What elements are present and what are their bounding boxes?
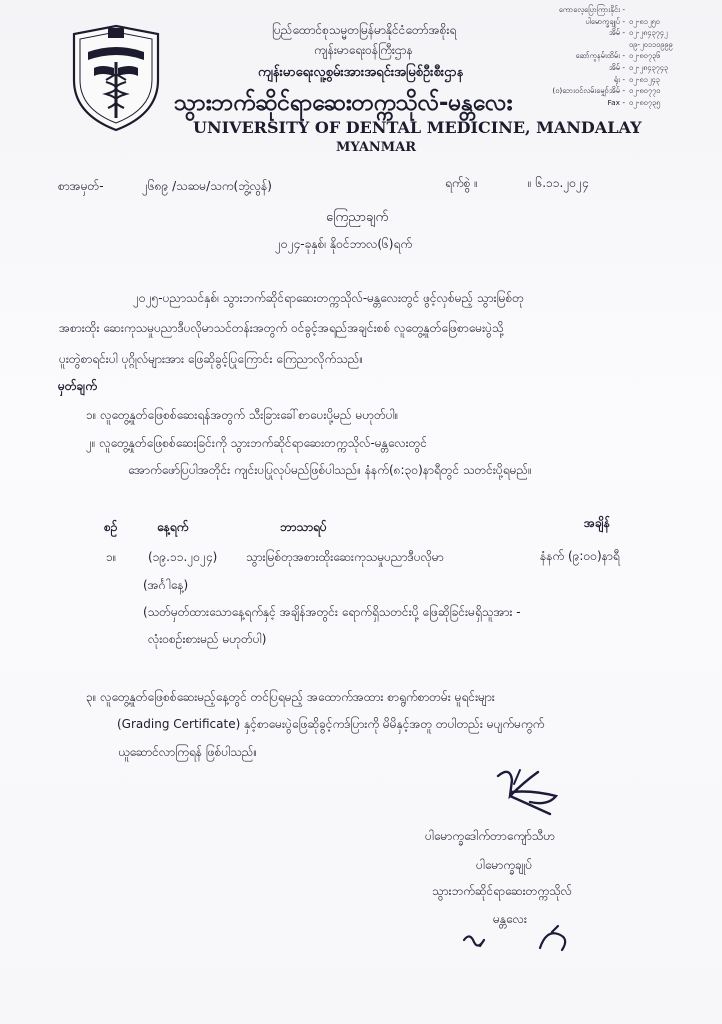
announcement-date: ၂၀၂၄-ခုနှစ်၊ နိုဝင်ဘာလ(၆)ရက် [275, 237, 413, 251]
schedule-note-line-1: (သတ်မှတ်ထားသောနေ့ရက်နှင့် အချိန်အတွင်း ရောက်ရှိသတင်းပို့ ဖြေဆိုခြင်းမရှိသူအား - [143, 605, 521, 619]
university-title-english: UNIVERSITY OF DENTAL MEDICINE, MANDALAY [193, 118, 642, 137]
contact-row: ရုံး - ၀၂-၈၁၂၄၃ [613, 74, 660, 84]
schedule-row-day: (အင်္ဂါနေ့) [143, 578, 189, 592]
signatory-institution: သွားဘက်ဆိုင်ရာဆေးတက္ကသိုလ် [432, 884, 572, 898]
body-line-1: ၂၀၂၅-ပညာသင်နှစ်၊ သွားဘက်ဆိုင်ရာဆေးတက္ကသိုလ်-မန္တလေးတွင် ဖွင့်လှစ်မည့် သွားမြစ်တု [133, 291, 524, 305]
schedule-header-no: စဉ် [104, 520, 118, 534]
note-item-3-line-3: ယူဆောင်လာကြရန် ဖြစ်ပါသည်။ [118, 745, 258, 759]
note-item-2-line-1: ၂။ လူတွေ့နှုတ်ဖြေစစ်ဆေးခြင်းကို သွားဘက်ဆိုင်ရာဆေးတက္ကသိုလ်-မန္တလေးတွင် [86, 436, 427, 450]
initials-scribble [458, 922, 588, 956]
contact-row: Fax - ၀၂-၈၀၇၃၅ [607, 97, 661, 107]
body-line-2: အစားထိုး ဆေးကုသမှုပညာဒီပလိုမာသင်တန်းအတွက် ဝင်ခွင့်အရည်အချင်းစစ် လူတွေ့နှုတ်ဖြေစာမေးပွဲသို့ [59, 321, 504, 335]
reference-label: စာအမှတ်- [58, 179, 104, 193]
announcement-title: ကြေညာချက် [326, 210, 389, 225]
date-value: ။ ၆.၁၁.၂၀၂၄ [528, 176, 589, 190]
contact-row: (ဝ)ဘေးဝင်လမ်းမျှော်အိမ် - ၀၂-၈၀၇၇၀ [552, 86, 661, 96]
note-item-3-line-2: (Grading Certificate) နှင့်စာမေးပွဲဖြေဆိုခွင့်ကဒ်ပြားကို မိမိနှင့်အတူ တပါတည်း မပျက်မကွက် [117, 717, 545, 731]
contact-row: ဆော်ကူနမ်းထိမ်း - ၀၂-၈၀၇၃၆ [575, 51, 661, 61]
contact-row: ၀၉-၂၀၁၁၀၉၉၉ [629, 39, 673, 49]
contact-block [543, 4, 721, 108]
schedule-header-subject: ဘာသာရပ် [280, 520, 327, 534]
contact-row: ကောလေ့ပြောကြားနိုင်း - [558, 5, 625, 14]
note-item-1: ၁။ လူတွေ့နှုတ်ဖြေစစ်ဆေးရန်အတွက် သီးခြားခေါ်စာပေးပို့မည် မဟုတ်ပါ။ [86, 408, 399, 422]
note-item-2-line-2: အောက်ဖော်ပြပါအတိုင်း ကျင်းပပြုလုပ်မည်ဖြစ်ပါသည်။ နံနက်(၈:၃၀)နာရီတွင် သတင်းပို့ရမည်။ [128, 463, 532, 477]
reference-number: ၂၆၈၉ /သဆမ/သက(ဘွဲ့လွန်) [142, 179, 272, 193]
ministry-name: ကျန်းမာရေးဝန်ကြီးဌာန [314, 43, 413, 57]
signature-scribble [490, 762, 570, 822]
department-name: ကျန်းမာရေးလူ့စွမ်းအားအရင်းအမြစ်ဦးစီးဌာန [258, 65, 464, 80]
university-crest-logo [66, 22, 166, 134]
schedule-header-date: နေ့ရက် [157, 520, 189, 534]
contact-row: အိမ် - ၀၂-၂၈၄၃၇၄၂ [608, 28, 668, 38]
contact-row: ပါမောက္ခချုပ် - ၀၂-၈၁၂၅၀ [585, 16, 660, 26]
schedule-header-time: အချိန် [584, 516, 610, 530]
schedule-row-date: (၁၉.၁၁.၂၀၂၄) [148, 550, 218, 564]
body-line-3: ပူးတွဲစာရင်းပါ ပုဂ္ဂိုလ်များအား ဖြေဆိုခွင့်ပြုကြောင်း ကြေညာလိုက်သည်။ [59, 352, 364, 366]
university-title-myanmar: သွားဘက်ဆိုင်ရာဆေးတက္ကသိုလ်-မန္တလေး [174, 90, 513, 116]
signatory-name: ပါမောက္ခဒေါက်တာကျော်သီဟ [425, 829, 556, 843]
schedule-row-subject: သွားမြစ်တုအစားထိုးဆေးကုသမှုပညာဒီပလိုမာ [246, 550, 444, 564]
signatory-city: မန္တလေး [493, 912, 527, 926]
government-name: ပြည်ထောင်စုသမ္မတမြန်မာနိုင်ငံတော်အစိုးရ [272, 23, 457, 37]
note-item-3-line-1: ၃။ လူတွေ့နှုတ်ဖြေစစ်ဆေးမည့်နေ့တွင် တင်ပြရမည့် အထောက်အထား စာရွက်စာတမ်း မူရင်းများ [86, 690, 495, 704]
schedule-row-time: နံနက် (၉:၀၀)နာရီ [540, 549, 620, 563]
signatory-title: ပါမောက္ခချုပ် [476, 858, 533, 872]
country-name: MYANMAR [336, 140, 417, 155]
schedule-note-line-2: လုံးဝစဉ်းစားမည် မဟုတ်ပါ) [148, 632, 267, 646]
contact-row: အိမ် - ၀၂-၂၈၄၃၇၄၃ [608, 62, 669, 72]
date-label: ရက်စွဲ ။ [445, 176, 478, 190]
schedule-row-no: ၁။ [106, 550, 117, 564]
notes-heading: မှတ်ချက် [58, 379, 97, 393]
